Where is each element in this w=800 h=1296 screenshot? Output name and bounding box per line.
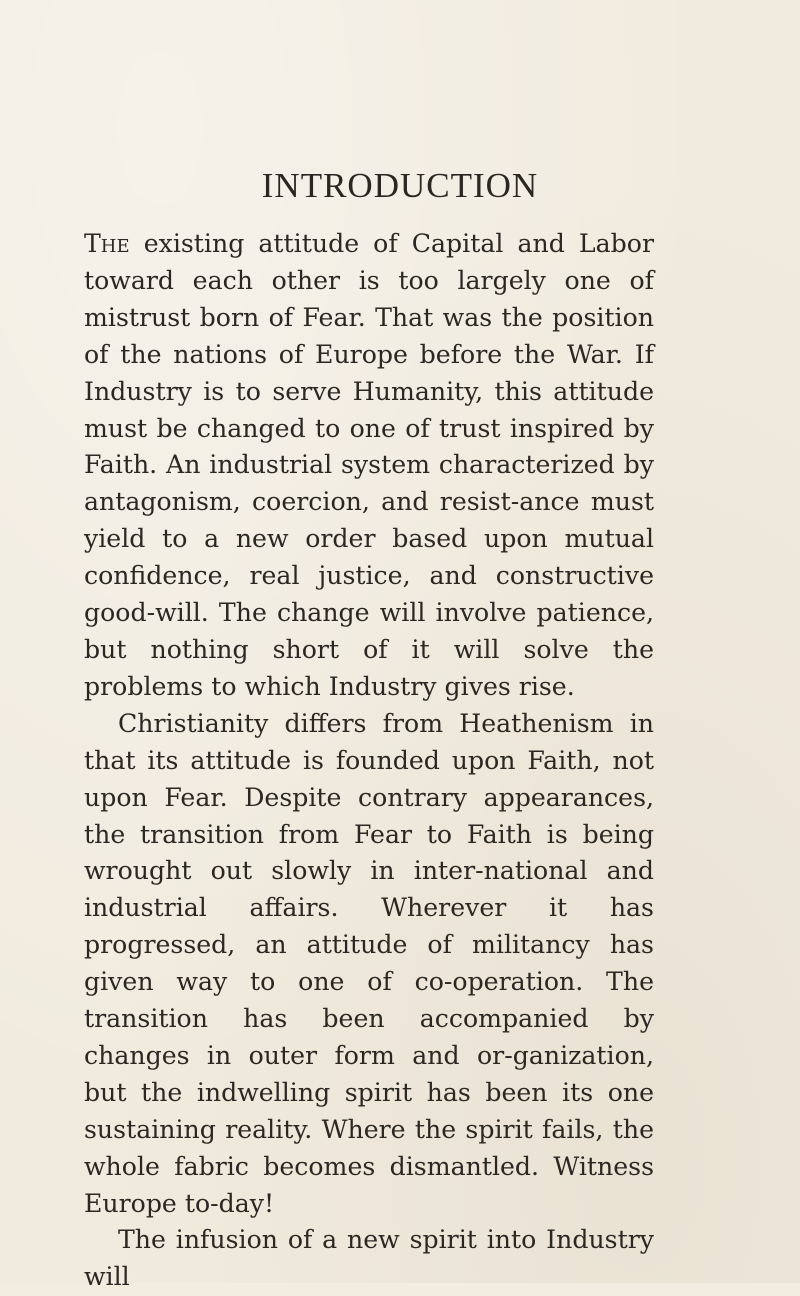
paragraph-1 bbox=[84, 226, 654, 706]
chapter-heading: INTRODUCTION bbox=[261, 166, 539, 205]
chapter-body bbox=[84, 226, 654, 1296]
paragraph-1-text: existing attitude of Capital and Labor toward each other is too largely one of mistrust born of Fear. That was the position of the nations of Europe before the War. If Industry is to serve Humanity, this attitude must be changed to one of trust inspired by Faith. An industrial system characterized by antagonism, coercion, and resist-ance must yield to a new order based upon mutual confidence, real justice, and constructive good-will. The change will involve patience, but nothing short of it will solve the problems to which Industry gives rise. bbox=[84, 229, 654, 701]
paragraph-1-lead-word: The bbox=[84, 229, 130, 258]
paragraph-3: The infusion of a new spirit into Industry will bbox=[84, 1225, 654, 1292]
paragraph-2: Christianity differs from Heathenism in that its attitude is founded upon Faith, not upon Fear. Despite contrary appearances, the transition from Fear to Faith is being wrought out slowly in inter-national and industrial affairs. Wherever it has progressed, an attitude of militancy has given way to one of co-operation. The transition has been accompanied by changes in outer form and or-ganization, but the indwelling spirit has been its one sustaining reality. Where the spirit fails, the whole fabric becomes dismantled. Witness Europe to-day! bbox=[84, 708, 654, 1218]
